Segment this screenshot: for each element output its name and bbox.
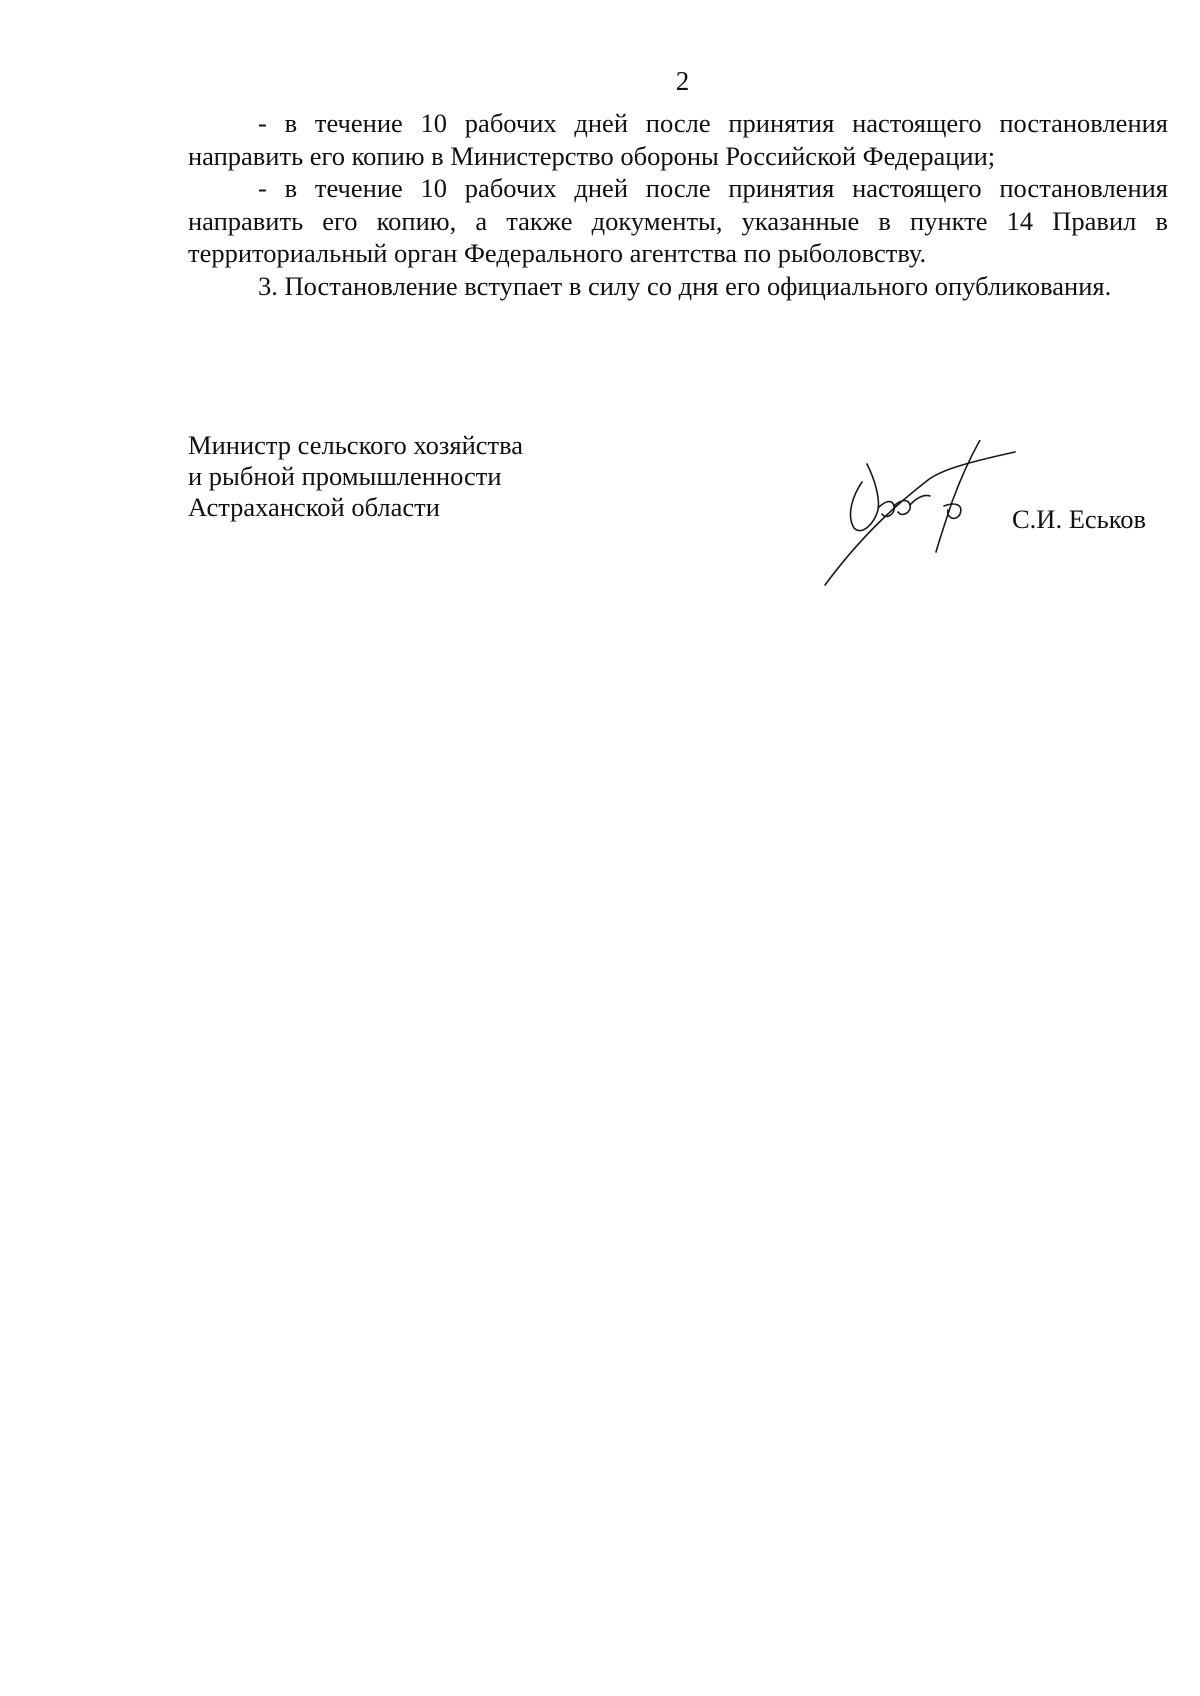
handwritten-signature [820, 440, 1020, 590]
signatory-title [188, 430, 523, 523]
signatory-title-line: Астраханской области [188, 492, 440, 522]
paragraph-fisheries-agency-copy: - в течение 10 рабочих дней после принятия настоящего постановления направить его копию, а также документы, указанные в пункте 14 Правил в территориальный орган Федерального агентства по рыболовству. [188, 173, 1168, 268]
page-number: 2 [675, 66, 690, 96]
document-body [188, 107, 1168, 302]
signatory-title-line: Министр сельского хозяйства [188, 430, 524, 460]
signatory-title-line: и рыбной промышленности [188, 461, 502, 491]
paragraph-entry-into-force: 3. Постановление вступает в силу со дня его официального опубликования. [258, 270, 1112, 301]
paragraph-ministry-of-defense-copy: - в течение 10 рабочих дней после принятия настоящего постановления направить его копию в Министерство обороны Российской Федерации; [188, 108, 1168, 171]
signer-name: С.И. Еськов [1012, 504, 1147, 534]
